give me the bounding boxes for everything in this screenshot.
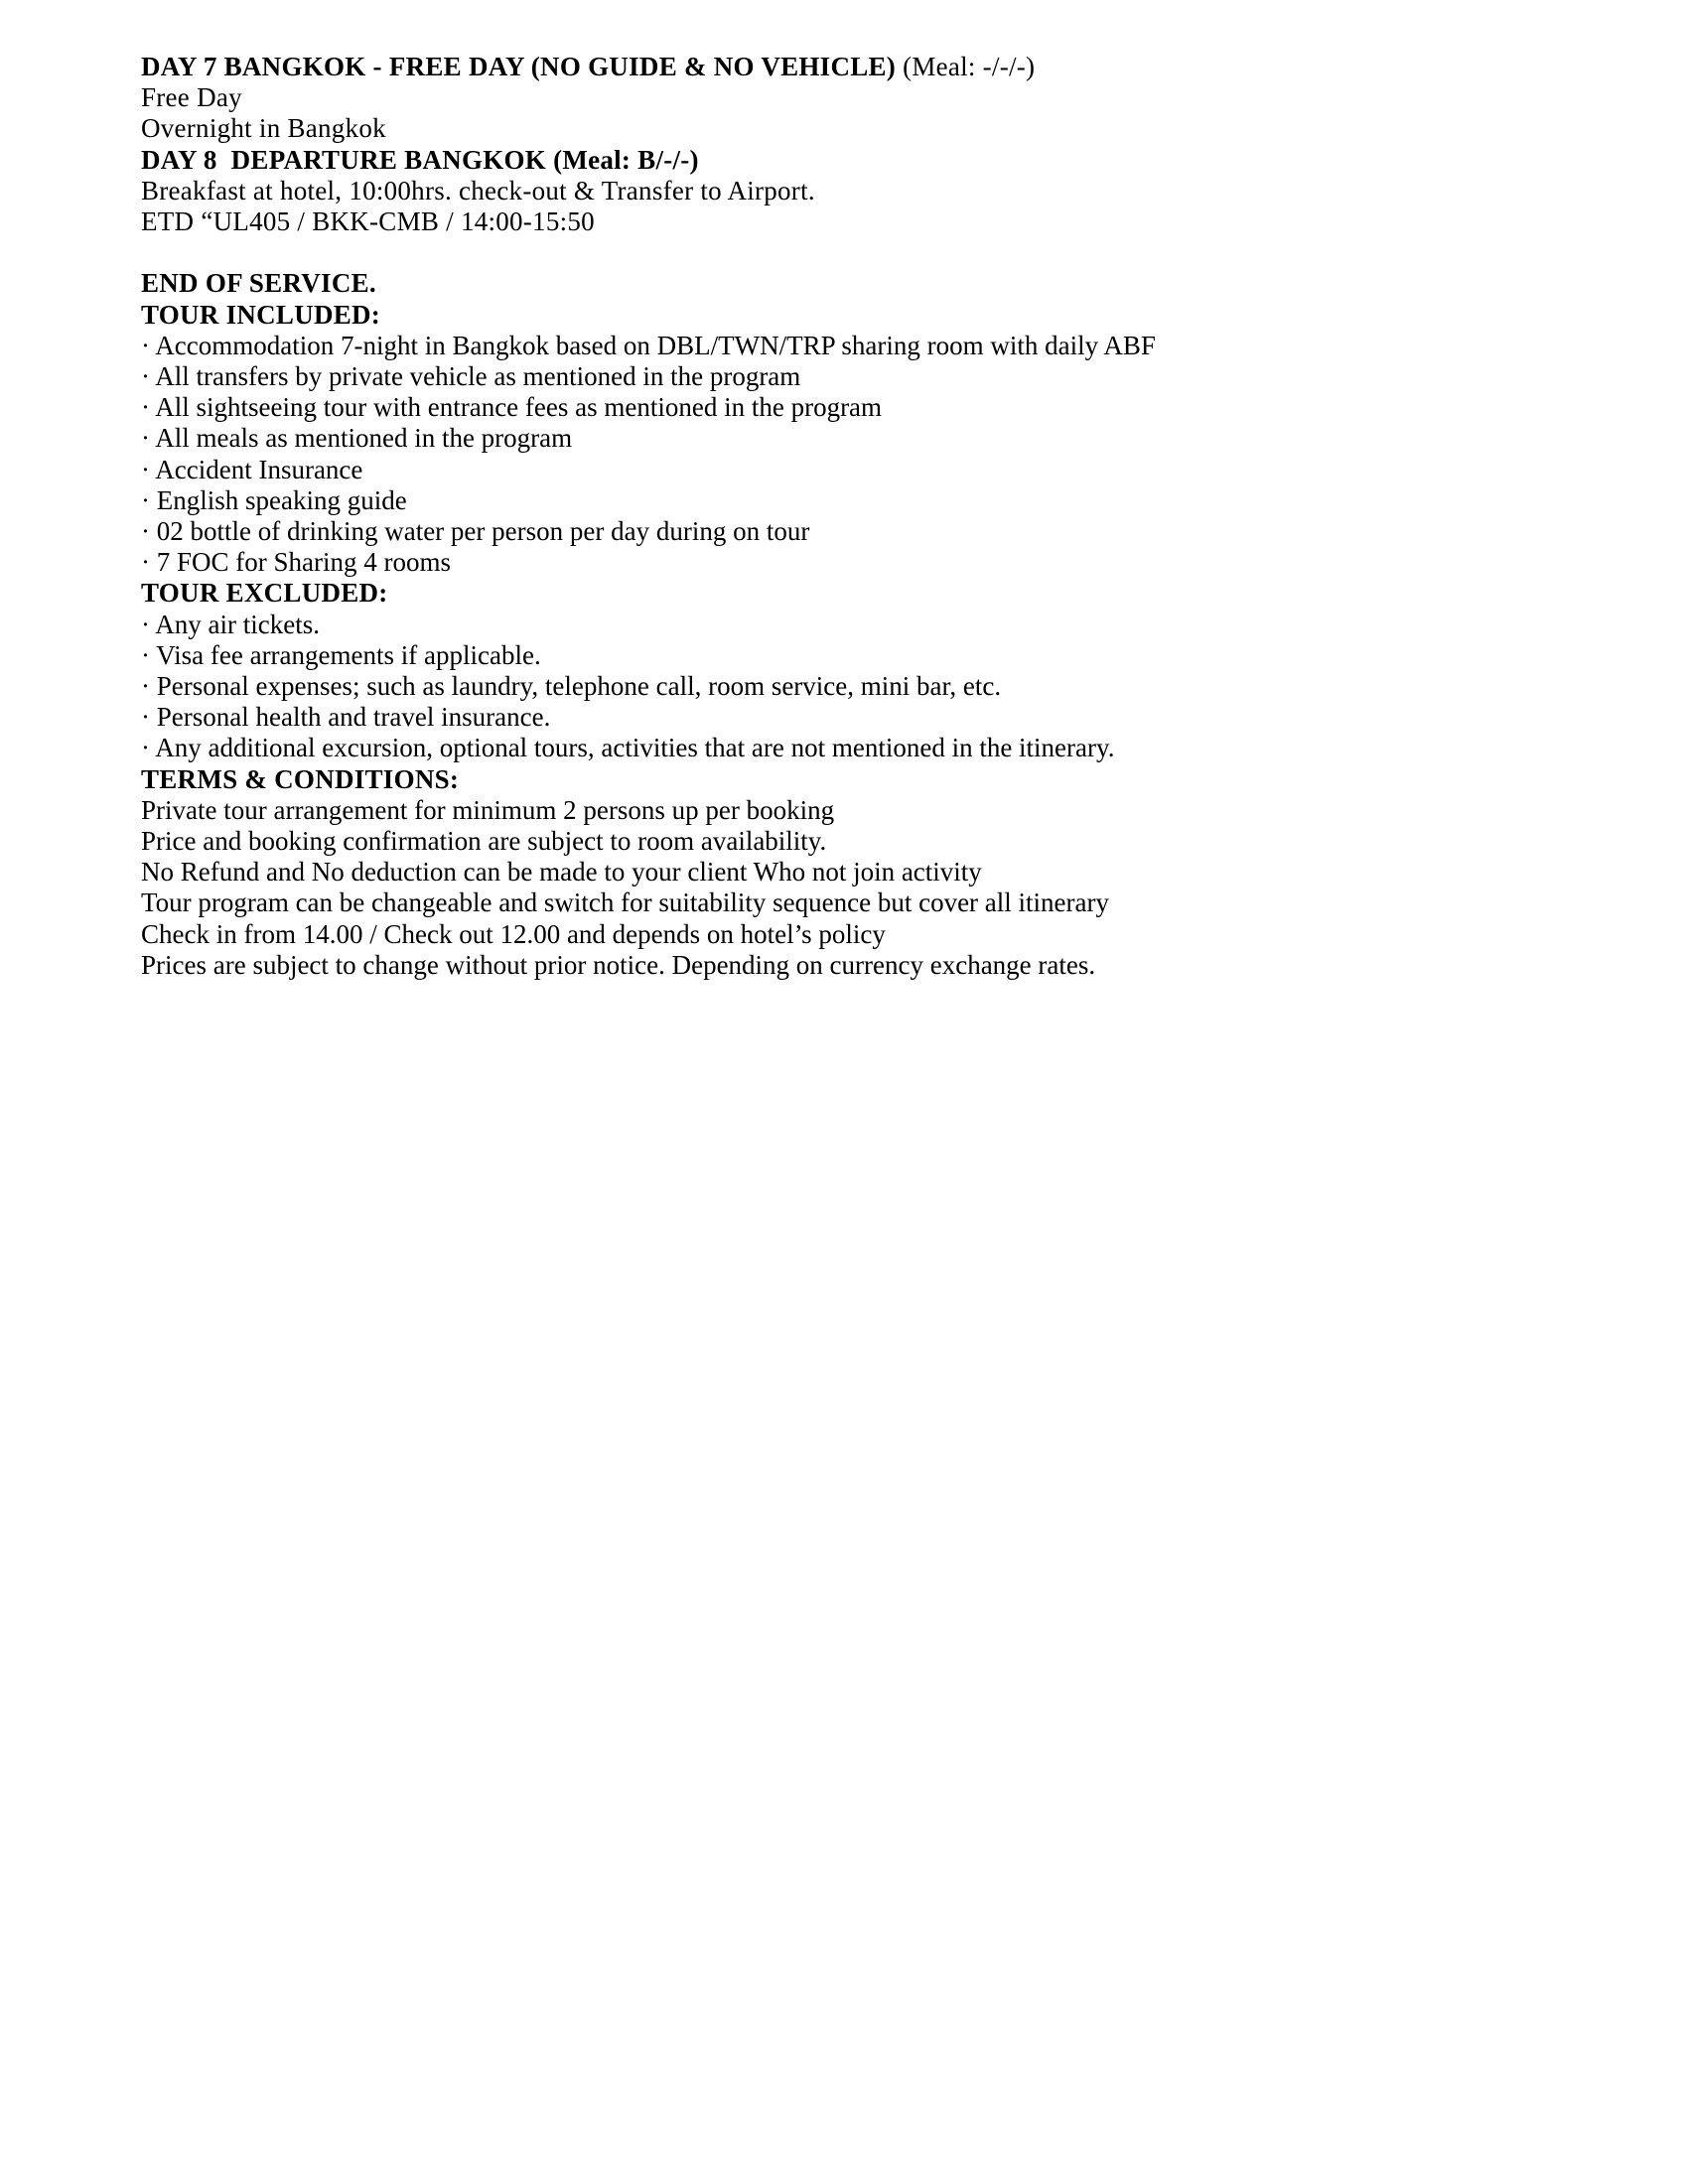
spacer-line (141, 237, 1402, 268)
day8-etd-line: ETD “UL405 / BKK-CMB / 14:00-15:50 (141, 206, 595, 237)
tour-excluded-item: · Visa fee arrangements if applicable. (141, 639, 541, 670)
tour-excluded-item: · Any additional excursion, optional tours, activities that are not mentioned in the itinerary. (141, 733, 1115, 763)
terms-and-conditions-heading: TERMS & CONDITIONS: (141, 763, 460, 794)
day7-free-day-line: Free Day (141, 82, 242, 113)
tour-included-item: · 7 FOC for Sharing 4 rooms (141, 547, 451, 578)
tour-excluded-heading: TOUR EXCLUDED: (141, 578, 388, 609)
document-body (141, 52, 1402, 981)
tour-included-item: · All transfers by private vehicle as mentioned in the program (141, 361, 801, 392)
terms-item: Private tour arrangement for minimum 2 persons up per booking (141, 794, 835, 825)
tour-included-item: · All sightseeing tour with entrance fees as mentioned in the program (141, 392, 883, 423)
tour-included-item: · 02 bottle of drinking water per person per day during on tour (141, 516, 810, 547)
day8-breakfast-line: Breakfast at hotel, 10:00hrs. check-out & Transfer to Airport. (141, 175, 815, 205)
tour-excluded-item: · Personal health and travel insurance. (141, 702, 551, 733)
day8-heading: DAY 8 DEPARTURE BANGKOK (Meal: B/-/-) (141, 144, 699, 175)
tour-excluded-item: · Any air tickets. (141, 609, 320, 639)
terms-item: Tour program can be changeable and switch for suitability sequence but cover all itinerary (141, 887, 1109, 918)
tour-included-item: · Accident Insurance (141, 454, 363, 484)
day7-heading-bold: DAY 7 BANGKOK - FREE DAY (NO GUIDE & NO VEHICLE) (141, 52, 897, 81)
tour-included-item: · All meals as mentioned in the program (141, 423, 573, 454)
day7-overnight-line: Overnight in Bangkok (141, 113, 386, 144)
day7-heading (141, 52, 1402, 82)
terms-item: Price and booking confirmation are subject to room availability. (141, 826, 827, 857)
tour-included-item: · Accommodation 7-night in Bangkok based on DBL/TWN/TRP sharing room with daily ABF (141, 330, 1156, 360)
terms-item: Check in from 14.00 / Check out 12.00 and depends on hotel’s policy (141, 918, 886, 949)
terms-item: Prices are subject to change without prior notice. Depending on currency exchange rates. (141, 949, 1096, 980)
day7-heading-meal: (Meal: -/-/-) (896, 52, 1036, 81)
tour-included-heading: TOUR INCLUDED: (141, 299, 381, 330)
end-of-service-heading: END OF SERVICE. (141, 268, 376, 299)
tour-excluded-item: · Personal expenses; such as laundry, telephone call, room service, mini bar, etc. (141, 671, 1002, 702)
terms-item: No Refund and No deduction can be made to your client Who not join activity (141, 857, 982, 887)
tour-included-item: · English speaking guide (141, 484, 407, 515)
